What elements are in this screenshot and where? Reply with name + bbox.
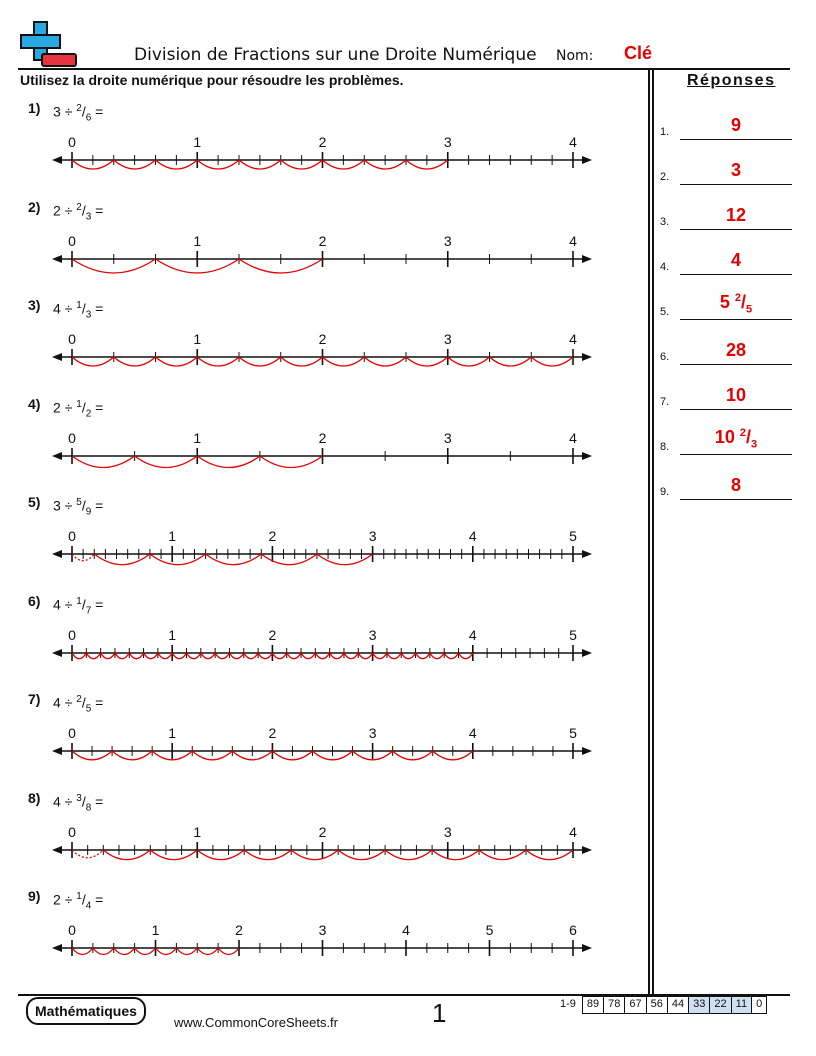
site-url: www.CommonCoreSheets.fr <box>174 1015 338 1030</box>
right-arrow-icon <box>582 156 592 164</box>
score-cell: 44 <box>668 996 689 1014</box>
tick-label: 1 <box>193 134 202 150</box>
score-cell: 89 <box>582 996 604 1014</box>
hop-arc <box>150 554 206 565</box>
page-number: 1 <box>432 998 447 1028</box>
divisor-denominator: 3 <box>85 210 92 222</box>
problem-number: 6) <box>28 592 41 609</box>
tick-label: 3 <box>443 331 452 347</box>
tick-label: 1 <box>168 528 177 544</box>
divisor-numerator: 1 <box>76 398 82 410</box>
tick-label: 5 <box>569 626 577 643</box>
tick-label: 2 <box>318 429 327 446</box>
column-divider-left <box>648 68 650 996</box>
hop-arc <box>272 653 286 659</box>
answer-line <box>680 319 792 320</box>
answer-whole: 12 <box>725 205 747 225</box>
problem-expression: $2 \div ^1/_2$ = <box>53 398 104 419</box>
problem <box>0 888 640 988</box>
answer-row <box>660 245 792 275</box>
tick-label: 0 <box>68 232 76 249</box>
hop-arc <box>315 653 329 659</box>
tick-label: 4 <box>468 626 477 643</box>
hop-arc <box>93 948 114 955</box>
divisor-denominator: 2 <box>85 407 92 419</box>
answer-value: 10 $^2/_3$ <box>714 427 758 451</box>
divisor-numerator: 1 <box>76 300 82 311</box>
divisor-numerator: 2 <box>76 103 82 114</box>
answer-number: 2. <box>660 171 670 183</box>
division-sign: ÷ <box>64 103 73 120</box>
tick-label: 5 <box>569 725 577 741</box>
score-cell: 67 <box>625 996 646 1014</box>
hop-arc <box>317 554 373 565</box>
hop-arc <box>215 653 229 659</box>
tick-label: 2 <box>318 134 327 150</box>
hop-arc <box>244 653 258 659</box>
answers-title: Réponses <box>687 72 776 89</box>
hop-arc <box>258 653 272 659</box>
problem <box>0 691 640 791</box>
problem-number: 5) <box>28 494 41 510</box>
answer-number: 1. <box>660 126 670 138</box>
tick-label: 3 <box>443 134 452 150</box>
tick-label: 4 <box>468 528 477 544</box>
answer-denominator: 3 <box>751 439 758 451</box>
left-arrow-icon <box>52 452 62 460</box>
tick-label: 2 <box>268 528 277 544</box>
hop-arc <box>114 948 135 955</box>
answer-line <box>680 229 792 230</box>
left-arrow-icon <box>52 944 62 952</box>
hop-arc <box>430 653 444 659</box>
equals-sign: = <box>95 891 104 908</box>
tick-label: 2 <box>268 626 277 643</box>
answer-numerator: 2 <box>734 292 741 305</box>
tick-label: 0 <box>68 626 76 643</box>
tick-label: 1 <box>193 232 202 249</box>
problem-expression: $4 \div ^3/_8$ = <box>53 792 104 813</box>
tick-label: 3 <box>443 429 452 446</box>
answer-number: 4. <box>660 261 670 273</box>
tick-label: 0 <box>68 528 76 544</box>
hop-arc <box>385 850 432 860</box>
hop-arc <box>197 948 218 955</box>
hop-arc <box>156 948 177 955</box>
hop-arc <box>176 948 197 955</box>
problem-expression: $3 \div ^5/_9$ = <box>53 497 104 518</box>
number-line <box>0 691 640 791</box>
answer-number: 7. <box>660 396 670 408</box>
left-arrow-icon <box>52 550 62 558</box>
hop-arc <box>86 653 100 659</box>
score-cell: 56 <box>647 996 668 1014</box>
problem-number: 4) <box>28 395 41 412</box>
divisor-numerator: 2 <box>76 201 82 213</box>
answer-value <box>680 340 792 361</box>
divisor-denominator: 3 <box>85 309 92 321</box>
answer-value <box>680 250 792 271</box>
number-line <box>0 396 640 496</box>
name-value: Clé <box>624 43 653 63</box>
hop-arc <box>201 653 215 659</box>
hop-arc <box>72 456 135 468</box>
tick-label: 0 <box>68 429 76 446</box>
right-arrow-icon <box>582 846 592 854</box>
answer-number: 6. <box>660 351 670 363</box>
number-line <box>0 199 640 299</box>
logo-plus-minus-icon <box>18 20 78 70</box>
hop-arc <box>287 653 301 659</box>
tick-label: 2 <box>318 823 327 840</box>
answer-numerator: 2 <box>739 427 747 440</box>
answer-row <box>660 470 792 500</box>
answer-line <box>680 274 792 275</box>
problem-expression: $2 \div ^1/_4$ = <box>53 891 104 912</box>
hop-arc <box>144 653 158 659</box>
answer-value <box>680 475 792 496</box>
problem <box>0 593 640 693</box>
hop-arc <box>358 653 372 659</box>
problem-number: 3) <box>28 297 41 313</box>
hop-arc <box>260 456 323 468</box>
equals-sign: = <box>95 497 104 514</box>
right-arrow-icon <box>582 255 592 263</box>
hop-arc <box>135 948 156 955</box>
hop-arc <box>135 456 198 468</box>
tick-label: 4 <box>569 823 577 840</box>
tick-label: 1 <box>193 823 202 840</box>
answer-line <box>680 364 792 365</box>
answer-number: 5. <box>660 306 670 318</box>
hop-arc <box>401 653 415 659</box>
equals-sign: = <box>95 103 104 120</box>
hop-arc <box>244 850 291 860</box>
dividend: 2 <box>53 202 61 219</box>
right-arrow-icon <box>582 944 592 952</box>
answer-value <box>680 385 792 406</box>
hop-arc <box>387 653 401 659</box>
hop-arc <box>94 554 150 565</box>
right-arrow-icon <box>582 550 592 558</box>
problem-number: 2) <box>28 198 41 215</box>
answer-whole: 28 <box>725 340 747 360</box>
tick-label: 4 <box>569 134 577 150</box>
tick-label: 0 <box>68 725 76 741</box>
tick-label: 4 <box>569 429 577 446</box>
tick-label: 1 <box>151 922 160 938</box>
answer-whole: 8 <box>730 475 741 495</box>
right-arrow-icon <box>582 353 592 361</box>
hop-arc <box>373 653 387 659</box>
hop-arc <box>416 653 430 659</box>
number-line <box>0 494 640 594</box>
right-arrow-icon <box>582 747 592 755</box>
answer-whole: 9 <box>730 115 741 135</box>
dividend: 2 <box>53 399 61 416</box>
answer-row <box>660 425 792 455</box>
hop-arc <box>101 653 115 659</box>
problem-expression: $4 \div ^1/_7$ = <box>53 595 104 616</box>
tick-label: 4 <box>569 232 577 249</box>
answer-whole: 10 <box>714 427 735 448</box>
tick-label: 3 <box>443 823 452 840</box>
equals-sign: = <box>95 300 104 317</box>
divisor-denominator: 8 <box>85 801 92 813</box>
hop-arc <box>531 357 573 366</box>
hop-arc <box>344 653 358 659</box>
right-arrow-icon <box>582 649 592 657</box>
answer-whole: 4 <box>730 250 741 270</box>
dividend: 4 <box>53 300 61 317</box>
tick-label: 1 <box>193 429 202 446</box>
tick-label: 2 <box>235 922 243 938</box>
problem-expression: $4 \div ^1/_3$ = <box>53 300 104 321</box>
answer-row <box>660 200 792 230</box>
left-arrow-icon <box>52 846 62 854</box>
tick-label: 0 <box>68 922 76 938</box>
tick-label: 0 <box>68 331 76 347</box>
division-sign: ÷ <box>64 891 73 908</box>
hop-arc <box>218 948 239 955</box>
problem-expression: $4 \div ^2/_5$ = <box>53 694 104 715</box>
hop-arc <box>158 653 172 659</box>
hop-arc <box>172 653 186 659</box>
tick-label: 1 <box>168 626 177 643</box>
tick-label: 5 <box>569 528 577 544</box>
tick-label: 3 <box>368 528 377 544</box>
number-line <box>0 593 640 693</box>
answer-denominator: 5 <box>746 304 753 316</box>
dividend: 3 <box>53 497 61 514</box>
dividend: 4 <box>53 694 61 711</box>
divisor-denominator: 6 <box>85 112 92 124</box>
tick-label: 0 <box>68 134 76 150</box>
divisor-numerator: 1 <box>76 891 82 902</box>
answer-line <box>680 499 792 500</box>
left-arrow-icon <box>52 156 62 164</box>
left-arrow-icon <box>52 747 62 755</box>
problem <box>0 790 640 890</box>
name-label: Nom: <box>556 48 594 64</box>
tick-label: 4 <box>402 922 410 938</box>
tick-label: 4 <box>468 725 477 741</box>
hop-arc <box>239 357 281 366</box>
answer-number: 8. <box>660 441 670 453</box>
hop-arc <box>229 653 243 659</box>
problem <box>0 297 640 397</box>
tick-label: 3 <box>368 626 377 643</box>
equals-sign: = <box>95 202 104 219</box>
tick-label: 2 <box>318 232 327 249</box>
problem-expression: $3 \div ^2/_6$ = <box>53 103 104 124</box>
dividend: 3 <box>53 103 61 120</box>
division-sign: ÷ <box>64 694 73 711</box>
divisor-numerator: 5 <box>76 497 82 508</box>
left-arrow-icon <box>52 649 62 657</box>
answer-value: 5 $^2/_5$ <box>719 292 753 316</box>
divisor-denominator: 4 <box>85 900 92 912</box>
number-line <box>0 888 640 988</box>
tick-label: 1 <box>193 331 202 347</box>
hop-arc <box>432 850 479 860</box>
instructions: Utilisez la droite numérique pour résoudre les problèmes. <box>20 72 404 88</box>
division-sign: ÷ <box>64 300 73 317</box>
hop-arc <box>72 357 114 366</box>
answer-value <box>680 160 792 181</box>
hop-arc <box>301 653 315 659</box>
tick-label: 5 <box>485 922 494 938</box>
hop-arc <box>156 357 198 366</box>
answer-value <box>680 115 792 136</box>
answer-line <box>680 454 792 455</box>
problem-number: 7) <box>28 691 41 707</box>
equals-sign: = <box>95 694 104 711</box>
answer-row <box>660 155 792 185</box>
hop-arc <box>291 850 338 860</box>
division-sign: ÷ <box>64 202 73 219</box>
tick-label: 3 <box>368 725 377 741</box>
number-line <box>0 297 640 397</box>
problem-number: 9) <box>28 888 41 904</box>
column-divider-right <box>652 68 654 996</box>
divisor-numerator: 2 <box>76 694 82 705</box>
problem-expression: $2 \div ^2/_3$ = <box>53 201 104 222</box>
hop-arc <box>281 357 323 366</box>
division-sign: ÷ <box>64 399 73 416</box>
answer-value <box>680 205 792 226</box>
score-cell: 78 <box>604 996 625 1014</box>
hop-arc <box>72 948 93 955</box>
score-cell: 33 <box>689 996 710 1014</box>
hop-arc <box>490 357 532 366</box>
score-table <box>558 996 767 1014</box>
hop-arc <box>458 653 472 659</box>
hop-arc <box>330 653 344 659</box>
answer-line <box>680 409 792 410</box>
hop-arc <box>448 357 490 366</box>
tick-label: 2 <box>318 331 327 347</box>
hop-arc <box>261 554 317 565</box>
answer-line <box>680 184 792 185</box>
problem <box>0 199 640 299</box>
equals-sign: = <box>95 399 104 416</box>
answer-line <box>680 139 792 140</box>
left-arrow-icon <box>52 255 62 263</box>
equals-sign: = <box>95 596 104 613</box>
hop-arc <box>187 653 201 659</box>
score-cell: 22 <box>710 996 731 1014</box>
problem-number: 8) <box>28 789 41 806</box>
left-arrow-icon <box>52 353 62 361</box>
dividend: 2 <box>53 891 61 908</box>
hop-arc <box>323 357 365 366</box>
hop-arc <box>206 554 262 565</box>
hop-arc <box>338 850 385 860</box>
answer-row <box>660 335 792 365</box>
tick-label: 0 <box>68 823 76 840</box>
tick-label: 3 <box>443 232 452 249</box>
hop-arc <box>197 850 244 860</box>
problem-number: 1) <box>28 100 41 116</box>
answer-number: 9. <box>660 486 670 498</box>
divisor-denominator: 9 <box>85 506 92 518</box>
right-arrow-icon <box>582 452 592 460</box>
answer-row <box>660 290 792 320</box>
hop-arc <box>72 653 86 659</box>
answer-whole: 10 <box>725 385 747 405</box>
hop-arc <box>364 357 406 366</box>
tick-label: 2 <box>268 725 277 741</box>
divisor-numerator: 1 <box>76 595 82 607</box>
dividend: 4 <box>53 793 61 810</box>
score-cell: 0 <box>752 996 767 1014</box>
answer-row <box>660 380 792 410</box>
tick-label: 4 <box>569 331 577 347</box>
number-line <box>0 790 640 890</box>
answer-number: 3. <box>660 216 670 228</box>
equals-sign: = <box>95 793 104 810</box>
hop-arc <box>114 357 156 366</box>
division-sign: ÷ <box>64 596 73 613</box>
header-divider <box>18 68 790 70</box>
tick-label: 1 <box>168 725 177 741</box>
number-line <box>0 100 640 200</box>
hop-arc <box>479 850 526 860</box>
division-sign: ÷ <box>64 793 73 810</box>
tick-label: 3 <box>318 922 327 938</box>
answer-row <box>660 110 792 140</box>
worksheet-title: Division de Fractions sur une Droite Numérique <box>134 45 537 65</box>
hop-arc <box>406 357 448 366</box>
hop-arc <box>150 850 197 860</box>
dividend: 4 <box>53 596 61 613</box>
division-sign: ÷ <box>64 497 73 514</box>
score-range-label: 1-9 <box>560 998 576 1010</box>
divisor-numerator: 3 <box>76 792 82 804</box>
hop-arc <box>115 653 129 659</box>
answer-whole: 3 <box>730 160 741 180</box>
hop-arc <box>444 653 458 659</box>
problem <box>0 396 640 496</box>
divisor-denominator: 5 <box>85 703 92 715</box>
hop-arc <box>197 456 260 468</box>
hop-arc <box>526 850 573 860</box>
problem <box>0 100 640 200</box>
hop-arc <box>197 357 239 366</box>
tick-label: 6 <box>569 922 577 938</box>
hop-arc <box>129 653 143 659</box>
problem <box>0 494 640 594</box>
subject-badge: Mathématiques <box>26 997 146 1025</box>
answer-whole: 5 <box>719 292 730 313</box>
hop-arc <box>103 850 150 860</box>
divisor-denominator: 7 <box>85 604 92 616</box>
score-cell: 11 <box>732 996 752 1014</box>
